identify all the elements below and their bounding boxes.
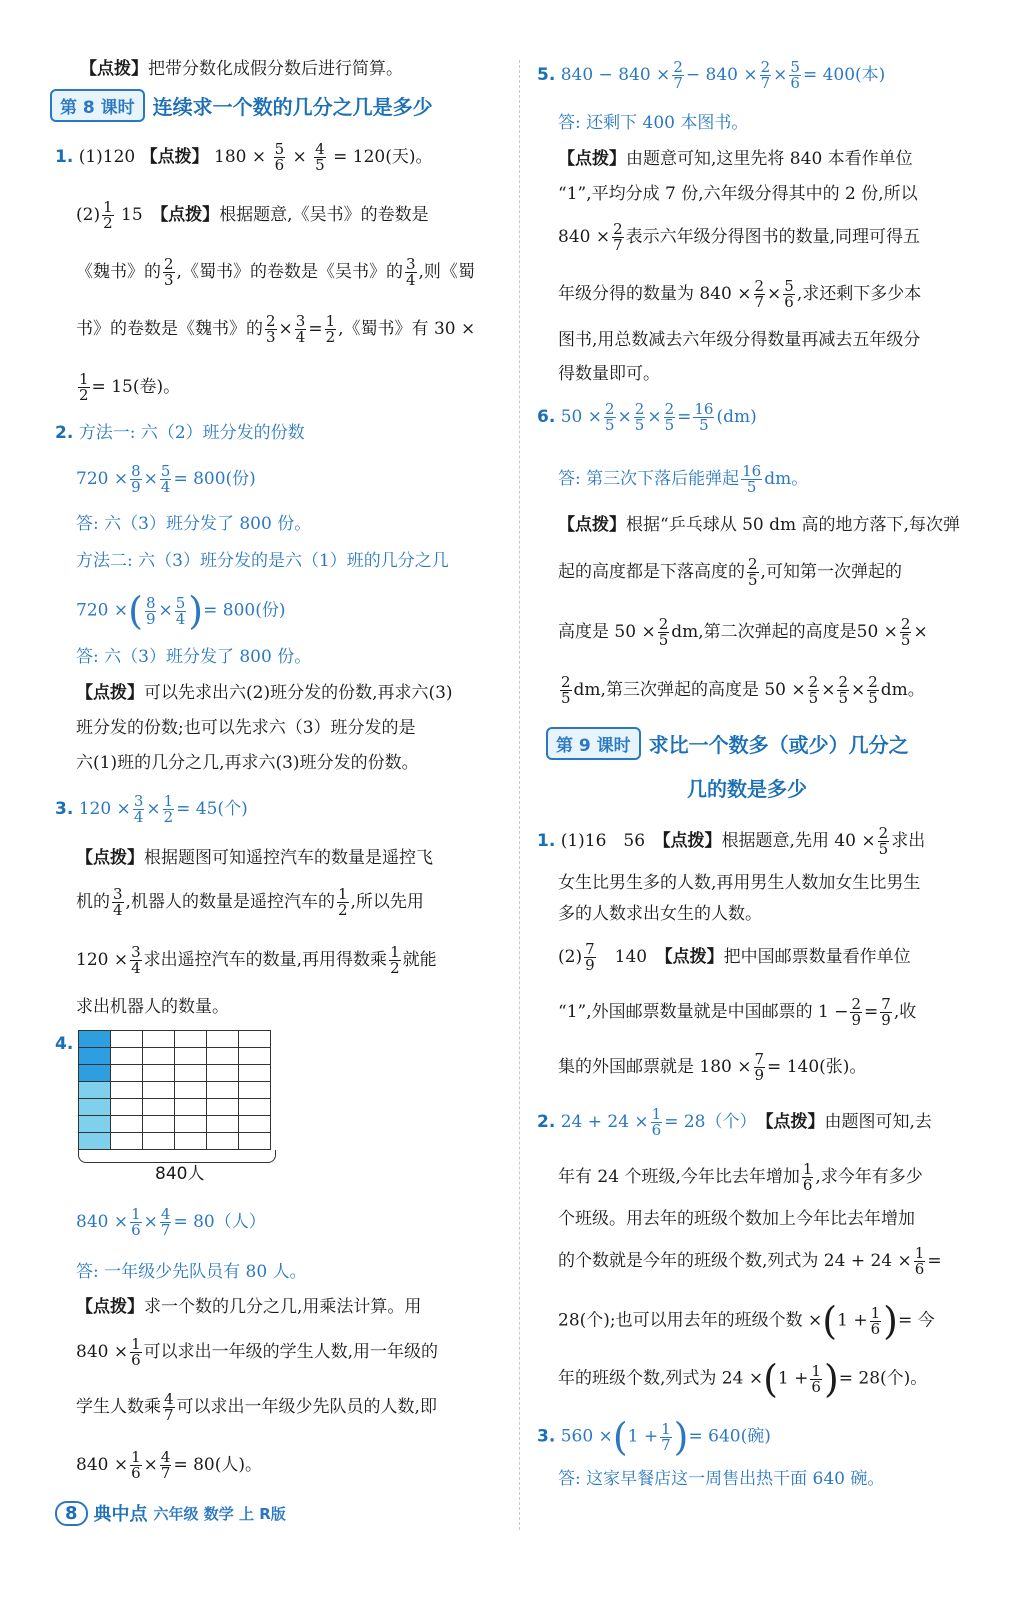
q2-expr2: 720 ×( $\frac{8}{9}$ × $\frac{5}{4}$ )= 800(份) — [76, 589, 286, 633]
q4-tip2: 840 × $\frac{1}{6}$ 可以求出一年级的学生人数,用一年级的 — [76, 1335, 439, 1369]
q1-part2-line4: $\frac{1}{2}$ = 15(卷)。 — [79, 370, 181, 404]
q1-part2: (2) $\frac{1}{2}$ 15 【点拨】根据题意,《吴书》的卷数是 — [76, 198, 429, 232]
q4-answer: 答: 一年级少先队员有 80 人。 — [76, 1262, 307, 1282]
lesson-9-header — [546, 726, 909, 760]
q3-tip3: 120 × $\frac{3}{4}$ 求出遥控汽车的数量,再用得数乘 $\frac{1}{2}$ 就能 — [76, 943, 437, 977]
q4-tip3: 学生人数乘 $\frac{4}{7}$ 可以求出一年级少先队员的人数,即 — [76, 1390, 437, 1424]
q9-1-part1: 1. (1)16 56 【点拨】根据题意,先用 40 × $\frac{2}{5}$ 求出 — [537, 824, 926, 858]
q2-method2: 方法二: 六（3）班分发的是六（1）班的几分之几 — [76, 551, 449, 571]
q9-1-line3: 多的人数求出女生的人数。 — [558, 904, 762, 924]
q5-expr: 5. 840 − 840 × $\frac{2}{7}$ − 840 × $\frac{2}{7}$ × $\frac{5}{6}$ = 400(本) — [537, 58, 886, 92]
q1-part2-line3: 书》的卷数是《魏书》的 $\frac{2}{3}$ × $\frac{3}{4}$ = $\frac{1}{2}$ ,《蜀书》有 30 × — [76, 312, 476, 346]
q6-answer: 答: 第三次下落后能弹起 $\frac{16}{5}$ dm。 — [558, 462, 809, 496]
left-column — [50, 0, 512, 1560]
q2-tip2: 班分发的份数;也可以先求六（3）班分发的是 — [76, 718, 416, 738]
q9-1-line2: 女生比男生多的人数,再用男生人数加女生比男生 — [558, 873, 921, 893]
q9-2-line4: 的个数就是今年的班级个数,列式为 24 + 24 × $\frac{1}{6}$ = — [558, 1244, 942, 1278]
q3-tip4: 求出机器人的数量。 — [76, 997, 229, 1017]
lesson-badge: 第 9 课时 — [546, 727, 641, 760]
q9-2-line6: 年的班级个数,列式为 24 ×(1 + $\frac{1}{6}$ )= 28(个)。 — [558, 1357, 928, 1401]
q2-expr1: 720 × $\frac{8}{9}$ × $\frac{5}{4}$ = 800(份) — [76, 462, 256, 496]
q9-1-part2: (2) $\frac{7}{9}$ 140 【点拨】把中国邮票数量看作单位 — [558, 940, 911, 974]
q4-tip1: 【点拨】求一个数的几分之几,用乘法计算。用 — [76, 1297, 422, 1317]
fraction: $\frac{5}{6}$ — [274, 140, 285, 174]
q5-tip1: 【点拨】由题意可知,这里先将 840 本看作单位 — [558, 149, 913, 169]
series-label: 六年级 数学 上 R版 — [153, 1504, 286, 1523]
q5-tip2: “1”,平均分成 7 份,六年级分得其中的 2 份,所以 — [558, 184, 918, 204]
q2-answer1: 答: 六（3）班分发了 800 份。 — [76, 514, 312, 534]
q9-2-expr: 2. 24 + 24 × $\frac{1}{6}$ = 28（个） 【点拨】由题图可知,去 — [537, 1105, 932, 1139]
q4-grid-diagram — [78, 1030, 271, 1150]
q5-tip3: 840 × $\frac{2}{7}$ 表示六年级分得图书的数量,同理可得五 — [558, 220, 921, 254]
q6-tip3: 高度是 50 × $\frac{2}{5}$ dm,第二次弹起的高度是50 × $\frac{2}{5}$ × — [558, 615, 928, 649]
lesson-badge: 第 8 课时 — [50, 89, 145, 122]
q1-part1: 1. (1)120 【点拨】 180 × $\frac{5}{6}$ × $\frac{4}{5}$ = 120(天)。 — [55, 140, 433, 174]
q2-answer2: 答: 六（3）班分发了 800 份。 — [76, 647, 312, 667]
right-column — [532, 0, 994, 1560]
q6-tip2: 起的高度都是下落高度的 $\frac{2}{5}$ ,可知第一次弹起的 — [558, 555, 902, 589]
fraction: $\frac{4}{5}$ — [315, 140, 325, 174]
q9-1-line5: “1”,外国邮票数量就是中国邮票的 1 − $\frac{2}{9}$ = $\frac{7}{9}$ ,收 — [558, 995, 917, 1029]
q2-tip1: 【点拨】可以先求出六(2)班分发的份数,再求六(3) — [76, 683, 453, 703]
q4-grid-label: 840人 — [155, 1164, 205, 1184]
q9-2-line2: 年有 24 个班级,今年比去年增加 $\frac{1}{6}$ ,求今年有多少 — [558, 1160, 923, 1194]
q6-tip1: 【点拨】根据“乒乓球从 50 dm 高的地方落下,每次弹 — [558, 515, 960, 535]
q9-2-line3: 个班级。用去年的班级个数加上今年比去年增加 — [558, 1209, 915, 1229]
q3-expr: 3. 120 × $\frac{3}{4}$ × $\frac{1}{2}$ = 45(个) — [55, 792, 248, 826]
q3-tip2: 机的 $\frac{3}{4}$ ,机器人的数量是遥控汽车的 $\frac{1}{2}$ ,所以先用 — [76, 885, 424, 919]
q1-part2-line2: 《魏书》的 $\frac{2}{3}$ ,《蜀书》的卷数是《吴书》的 $\frac{3}{4}$ ,则《蜀 — [76, 255, 475, 289]
q9-1-line6: 集的外国邮票就是 180 × $\frac{7}{9}$ = 140(张)。 — [558, 1050, 867, 1084]
q2-method1: 2. 方法一: 六（2）班分发的份数 — [55, 423, 305, 443]
q4-number: 4. — [55, 1034, 74, 1054]
lesson-8-header — [50, 88, 433, 122]
lesson-9-title-line2: 几的数是多少 — [687, 776, 807, 801]
brand-logo: 典中点 — [93, 1504, 148, 1525]
q2-tip3: 六(1)班的几分之几,再求六(3)班分发的份数。 — [76, 753, 419, 773]
q3-tip1: 【点拨】根据题图可知遥控汽车的数量是遥控飞 — [76, 848, 433, 868]
q5-tip4: 年级分得的数量为 840 × $\frac{2}{7}$ × $\frac{5}{6}$ ,求还剩下多少本 — [558, 277, 922, 311]
lesson-title: 求比一个数多（或少）几分之 — [648, 732, 909, 757]
intro-line: 【点拨】把带分数化成假分数后进行简算。 — [80, 59, 403, 79]
q5-answer: 答: 还剩下 400 本图书。 — [558, 113, 749, 133]
q4-tip4: 840 × $\frac{1}{6}$ × $\frac{4}{7}$ = 80(人)。 — [76, 1448, 262, 1482]
q9-2-line5: 28(个);也可以用去年的班级个数 ×(1 + $\frac{1}{6}$ )= 今 — [558, 1299, 935, 1343]
q9-3-answer: 答: 这家早餐店这一周售出热干面 640 碗。 — [558, 1469, 885, 1489]
q5-tip5: 图书,用总数减去六年级分得数量再减去五年级分 — [558, 330, 921, 350]
lesson-title: 连续求一个数的几分之几是多少 — [152, 94, 433, 119]
fraction: $\frac{1}{2}$ — [103, 198, 113, 232]
q4-expr: 840 × $\frac{1}{6}$ × $\frac{4}{7}$ = 80（人） — [76, 1205, 266, 1239]
page-number: 8 — [55, 1501, 88, 1526]
q9-3-expr: 3. 560 ×(1 + $\frac{1}{7}$ )= 640(碗) — [537, 1415, 771, 1459]
q5-tip6: 得数量即可。 — [558, 364, 660, 384]
q6-expr: 6. 50 × $\frac{2}{5}$ × $\frac{2}{5}$ × $\frac{2}{5}$ = $\frac{16}{5}$ (dm) — [537, 400, 757, 434]
column-divider — [519, 60, 520, 1530]
q6-tip4: $\frac{2}{5}$ dm,第三次弹起的高度是 50 × $\frac{2}{5}$ × $\frac{2}{5}$ × $\frac{2}{5}$ dm。 — [561, 673, 925, 707]
page-footer — [55, 1500, 286, 1526]
